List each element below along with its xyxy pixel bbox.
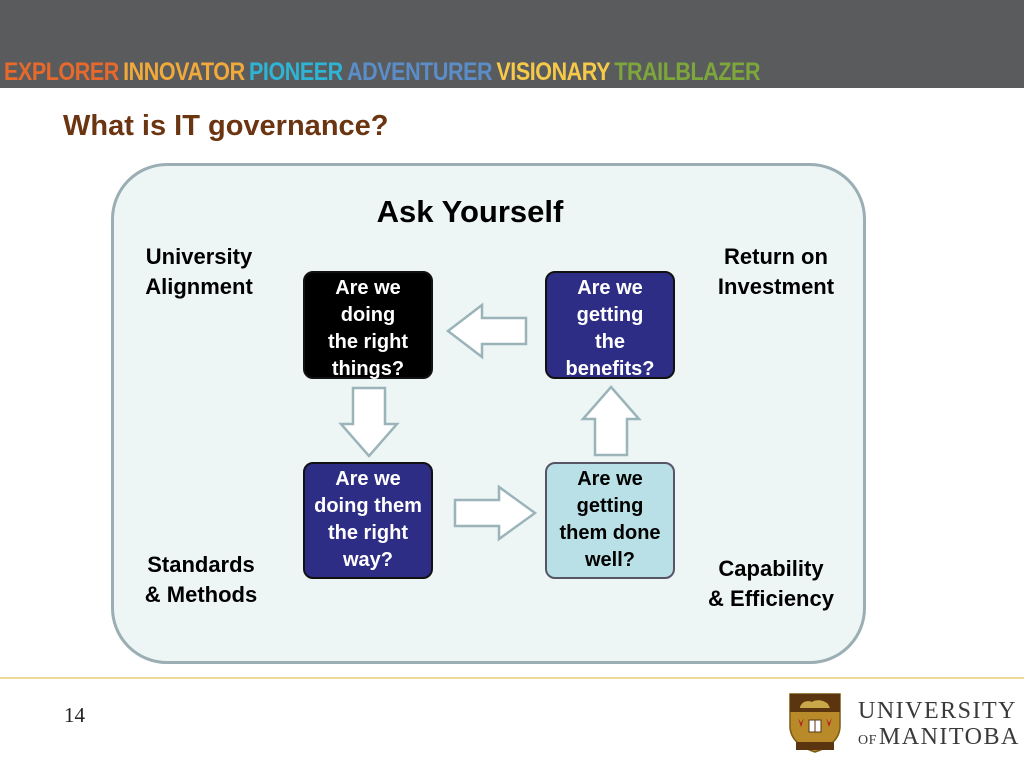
- banner-word-adventurer: ADVENTURER: [347, 58, 493, 86]
- corner-label-university-alignment: [118, 242, 280, 302]
- box-text-line: way?: [342, 549, 394, 571]
- arrow-left-icon: [446, 303, 528, 359]
- banner-word-trailblazer: TRAILBLAZER: [614, 58, 761, 86]
- box-text-line: them done: [559, 522, 661, 544]
- diagram-heading: Ask Yourself: [376, 194, 564, 229]
- box-text-line: getting: [576, 304, 644, 326]
- corner-label-line: Standards: [147, 552, 255, 577]
- question-box-getting-benefits: [545, 271, 675, 379]
- university-logo-text: [858, 698, 1020, 754]
- banner-word-explorer: EXPLORER: [4, 58, 119, 86]
- footer-divider: [0, 677, 1024, 679]
- banner-wordmark: [4, 58, 764, 87]
- page-number: 14: [64, 703, 85, 727]
- box-text-line: benefits?: [565, 358, 655, 380]
- arrow-down-icon: [339, 386, 399, 458]
- box-text-line: getting: [576, 495, 644, 517]
- corner-label-standards-methods: [118, 550, 284, 610]
- box-text-line: the: [595, 331, 625, 353]
- box-text-line: well?: [584, 549, 635, 571]
- corner-label-line: Investment: [717, 274, 835, 299]
- corner-label-line: Capability: [718, 556, 824, 581]
- box-text-line: Are we: [335, 277, 401, 299]
- corner-label-capability-efficiency: [686, 554, 856, 614]
- box-text-line: doing them: [314, 495, 422, 517]
- arrow-up-icon: [581, 385, 641, 457]
- question-box-done-well: [545, 462, 675, 579]
- box-text-line: Are we: [335, 468, 401, 490]
- corner-label-return-on-investment: [692, 242, 860, 302]
- corner-label-line: Alignment: [145, 274, 253, 299]
- corner-label-line: & Efficiency: [708, 586, 834, 611]
- box-text-line: doing: [340, 304, 396, 326]
- corner-label-line: & Methods: [144, 582, 258, 607]
- logo-line-manitoba: [858, 724, 1020, 754]
- box-text-line: Are we: [577, 277, 643, 299]
- corner-label-line: University: [145, 244, 253, 269]
- corner-label-line: Return on: [724, 244, 828, 269]
- question-box-doing-right-way: [303, 462, 433, 579]
- box-text-line: things?: [331, 358, 405, 380]
- logo-manitoba: MANITOBA: [878, 724, 1020, 750]
- header-banner: [0, 0, 1024, 88]
- box-text-line: the right: [328, 522, 408, 544]
- question-box-doing-right-things: [303, 271, 433, 379]
- banner-word-innovator: INNOVATOR: [123, 58, 245, 86]
- arrow-right-icon: [453, 485, 537, 541]
- university-crest-icon: [788, 692, 842, 754]
- slide-title: What is IT governance?: [63, 110, 389, 142]
- banner-word-visionary: VISIONARY: [496, 58, 610, 86]
- banner-word-pioneer: PIONEER: [248, 58, 343, 86]
- logo-of: OF: [858, 733, 877, 748]
- box-text-line: Are we: [577, 468, 643, 490]
- box-text-line: the right: [328, 331, 408, 353]
- logo-line-university: UNIVERSITY: [858, 698, 1017, 724]
